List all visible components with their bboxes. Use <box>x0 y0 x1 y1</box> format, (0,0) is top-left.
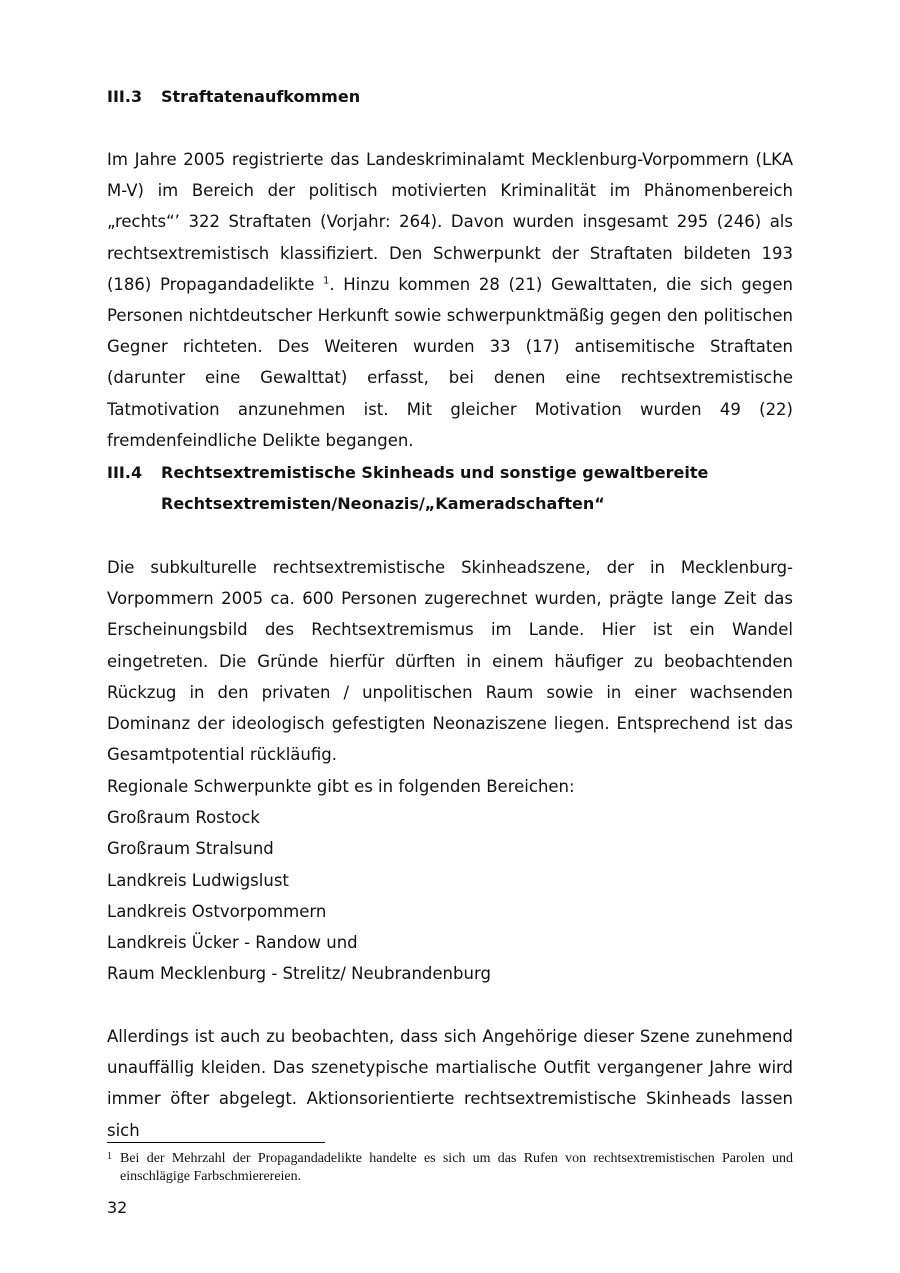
list-item: Landkreis Ostvorpommern <box>107 901 327 921</box>
paragraph-text: Die subkulturelle rechtsextremistische Skinheadszene, der in Mecklenburg-Vorpommern 2005 ca. 600 Personen zugerechnet wurden, prägte lange Zeit das Erscheinungsbild des Rechtsextremismus im Lande. Hier ist ein Wandel eingetreten. Die Gründe hierfür dürften in einem häufiger zu beobachtenden Rückzug in den privaten / unpolitischen Raum sowie in einer wachsenden Dominanz der ideologisch gefestigten Neonaziszene liegen. Entsprechend ist das Gesamtpotential rückläufig. <box>107 558 793 765</box>
list-item: Großraum Rostock <box>107 808 260 828</box>
section-title-line1: Rechtsextremistische Skinheads und sonstige gewaltbereite <box>161 463 709 482</box>
list-item: Landkreis Ludwigslust <box>107 870 289 890</box>
regions-intro: Regionale Schwerpunkte gibt es in folgenden Bereichen: <box>107 777 575 796</box>
paragraph-straftaten <box>107 144 793 456</box>
footnote <box>107 1150 793 1186</box>
section-title-line2: Rechtsextremisten/Neonazis/„Kameradschaften“ <box>161 494 605 513</box>
paragraph-text: Im Jahre 2005 registrierte das Landeskriminalamt Mecklenburg-Vorpommern (LKA M-V) im Bereich der politisch motivierten Kriminalität im Phänomenbereich „rechts“’ 322 Straftaten (Vorjahr: 264). Davon wurden insgesamt 295 (246) als rechtsextremistisch klassifiziert. Den Schwerpunkt der Straftaten bildeten 193 (186) Propagandadelikte <box>107 150 793 294</box>
section-title: Straftatenaufkommen <box>161 87 361 106</box>
regions-list <box>107 771 575 989</box>
section-number: III.3 <box>107 87 143 106</box>
paragraph-text: Allerdings ist auch zu beobachten, dass sich Angehörige dieser Szene zunehmend unauffällig kleiden. Das szenetypische martialische Outfit vergangener Jahre wird immer öfter abgelegt. Aktionsorientierte rechtsextremistische Skinheads lassen sich <box>107 1027 793 1140</box>
paragraph-outfit <box>107 1021 793 1146</box>
list-item: Raum Mecklenburg - Strelitz/ Neubrandenburg <box>107 964 491 984</box>
footnote-mark: 1 <box>107 1151 112 1162</box>
paragraph-text: . Hinzu kommen 28 (21) Gewalttaten, die sich gegen Personen nichtdeutscher Herkunft sowie schwerpunktmäßig gegen den politischen Gegner richteten. Des Weiteren wurden 33 (17) antisemitische Straftaten (darunter eine Gewalttat) erfasst, bei denen eine rechtsextremistische Tatmotivation anzunehmen ist. Mit gleicher Motivation wurden 49 (22) fremdenfeindliche Delikte begangen. <box>107 274 793 450</box>
footnote-reference[interactable]: 1 <box>322 275 330 287</box>
footnote-text: Bei der Mehrzahl der Propagandadelikte handelte es sich um das Rufen von rechtsextremistischen Parolen und einschlägige Farbschmierereien. <box>120 1151 793 1184</box>
section-number: III.4 <box>107 463 143 482</box>
list-item: Großraum Stralsund <box>107 839 274 859</box>
section-heading-iii-3 <box>107 81 360 112</box>
section-heading-iii-4 <box>107 457 708 519</box>
page-number: 32 <box>107 1198 128 1217</box>
paragraph-skinheadszene <box>107 552 793 770</box>
footnote-separator <box>107 1142 325 1143</box>
list-item: Landkreis Ücker - Randow und <box>107 933 358 953</box>
